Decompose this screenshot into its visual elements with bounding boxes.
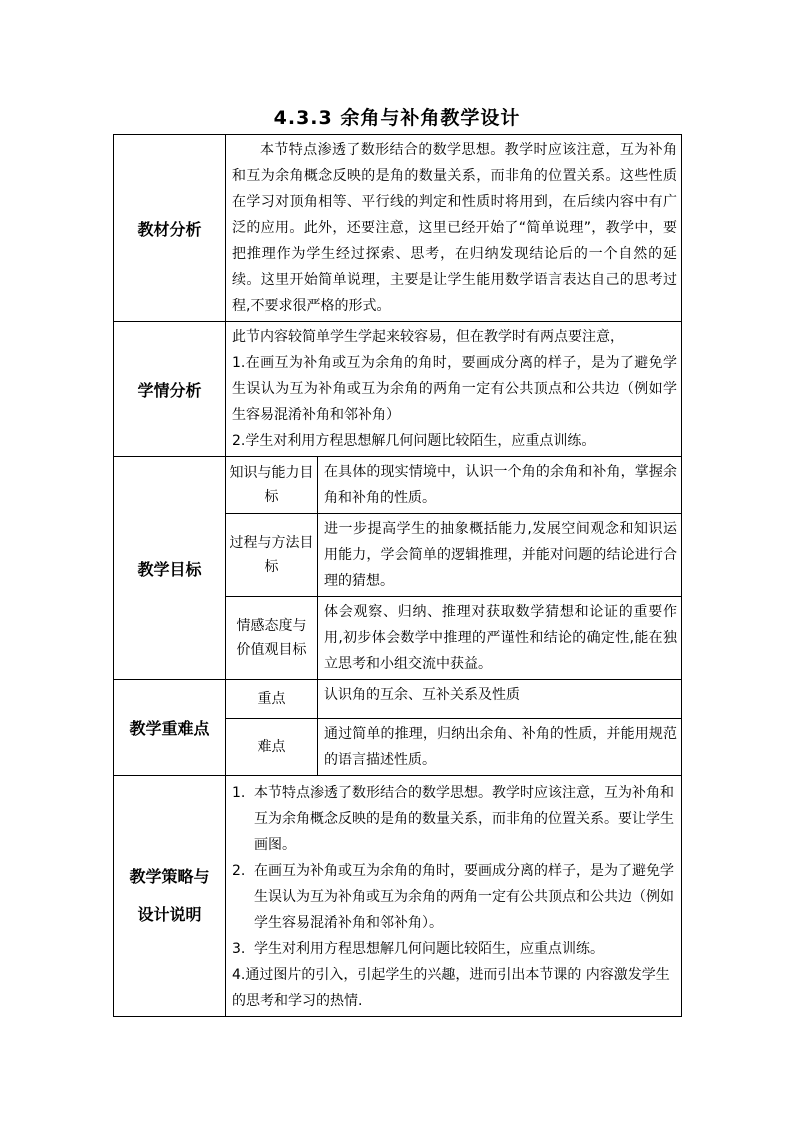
goal-text-cell [318,514,682,597]
strategy-item [232,962,677,1014]
label-strategy [114,776,226,1017]
cell-student-analysis [226,322,682,457]
label-teaching-goals: 教学目标 [114,457,226,680]
goal-name: 情感态度与价值观目标 [226,597,318,680]
goal-text: 进一步提高学生的抽象概括能力,发展空间观念和知识运用能力，学会简单的逻辑推理，并能对问题的结论进行合理的猜想。 [324,521,678,589]
keypoint-text-cell [318,719,682,776]
strategy-item-text: 在画互为补角或互为余角的角时，要画成分离的样子，是为了避免学生误认为互为补角或互为余角的两角一定有公共顶点和公共边（例如学生容易混淆补角和邻补角）。 [254,863,674,931]
cell-strategy [226,776,682,1017]
goal-name: 知识与能力目标 [226,457,318,514]
strategy-item [232,780,677,858]
row-key-point [114,680,682,719]
student-analysis-line: 此节内容较简单学生学起来较容易，但在教学时有两点要注意， [232,329,624,345]
goal-text-cell [318,597,682,680]
lesson-plan-table [113,134,682,1017]
label-material-analysis: 教材分析 [114,135,226,322]
label-strategy-line2: 设计说明 [137,905,202,924]
row-goal-knowledge [114,457,682,514]
row-student-analysis [114,322,682,457]
strategy-item-text: 学生对利用方程思想解几何问题比较陌生，应重点训练。 [254,941,604,957]
keypoint-text-cell [318,680,682,719]
strategy-item [232,858,677,936]
keypoint-text: 认识角的互余、互补关系及性质 [324,687,520,703]
strategy-item-text: 4.通过图片的引入，引起学生的兴趣，进而引出本节课的 内容激发学生的思考和学习的热情. [232,967,670,1009]
student-analysis-line: 2.学生对利用方程思想解几何问题比较陌生，应重点训练。 [232,433,596,449]
keypoint-text: 通过简单的推理，归纳出余角、补角的性质，并能用规范的语言描述性质。 [324,726,678,768]
goal-text: 体会观察、归纳、推理对获取数学猜想和论证的重要作用,初步体会数学中推理的严谨性和结论的确定性,能在独立思考和小组交流中获益。 [324,604,678,672]
goal-name: 过程与方法目标 [226,514,318,597]
strategy-item-text: 本节特点渗透了数形结合的数学思想。教学时应该注意，互为补角和互为余角概念反映的是角的数量关系，而非角的位置关系。要让学生画图。 [254,785,674,853]
label-strategy-line1: 教学策略与 [129,867,210,886]
strategy-item-number: 2. [232,863,246,879]
keypoint-name: 难点 [226,719,318,776]
label-key-difficult-points: 教学重难点 [114,680,226,776]
keypoint-name: 重点 [226,680,318,719]
cell-material-analysis [226,135,682,322]
student-analysis-line: 1.在画互为补角或互为余角的角时，要画成分离的样子，是为了避免学生误认为互为补角或互为余角的两角一定有公共顶点和公共边（例如学生容易混淆补角和邻补角） [232,355,678,423]
label-student-analysis: 学情分析 [114,322,226,457]
strategy-item-number: 3. [232,941,246,957]
document-title: 4.3.3 余角与补角教学设计 [273,107,521,129]
goal-text-cell [318,457,682,514]
strategy-item-number: 1. [232,785,246,801]
row-material-analysis [114,135,682,322]
material-analysis-text: 本节特点渗透了数形结合的数学思想。教学时应该注意，互为补角和互为余角概念反映的是角的数量关系，而非角的位置关系。这些性质在学习对顶角相等、平行线的判定和性质时将用到，在后续内容中有广泛的应用。此外，还要注意，这里已经开始了“简单说理”，教学中，要把推理作为学生经过探索、思考，在归纳发现结论后的一个自然的延续。这里开始简单说理，主要是让学生能用数学语言表达自己的思考过程,不要求很严格的形式。 [232,142,678,314]
row-strategy [114,776,682,1017]
goal-text: 在具体的现实情境中，认识一个角的余角和补角，掌握余角和补角的性质。 [324,464,678,506]
strategy-item [232,936,677,962]
